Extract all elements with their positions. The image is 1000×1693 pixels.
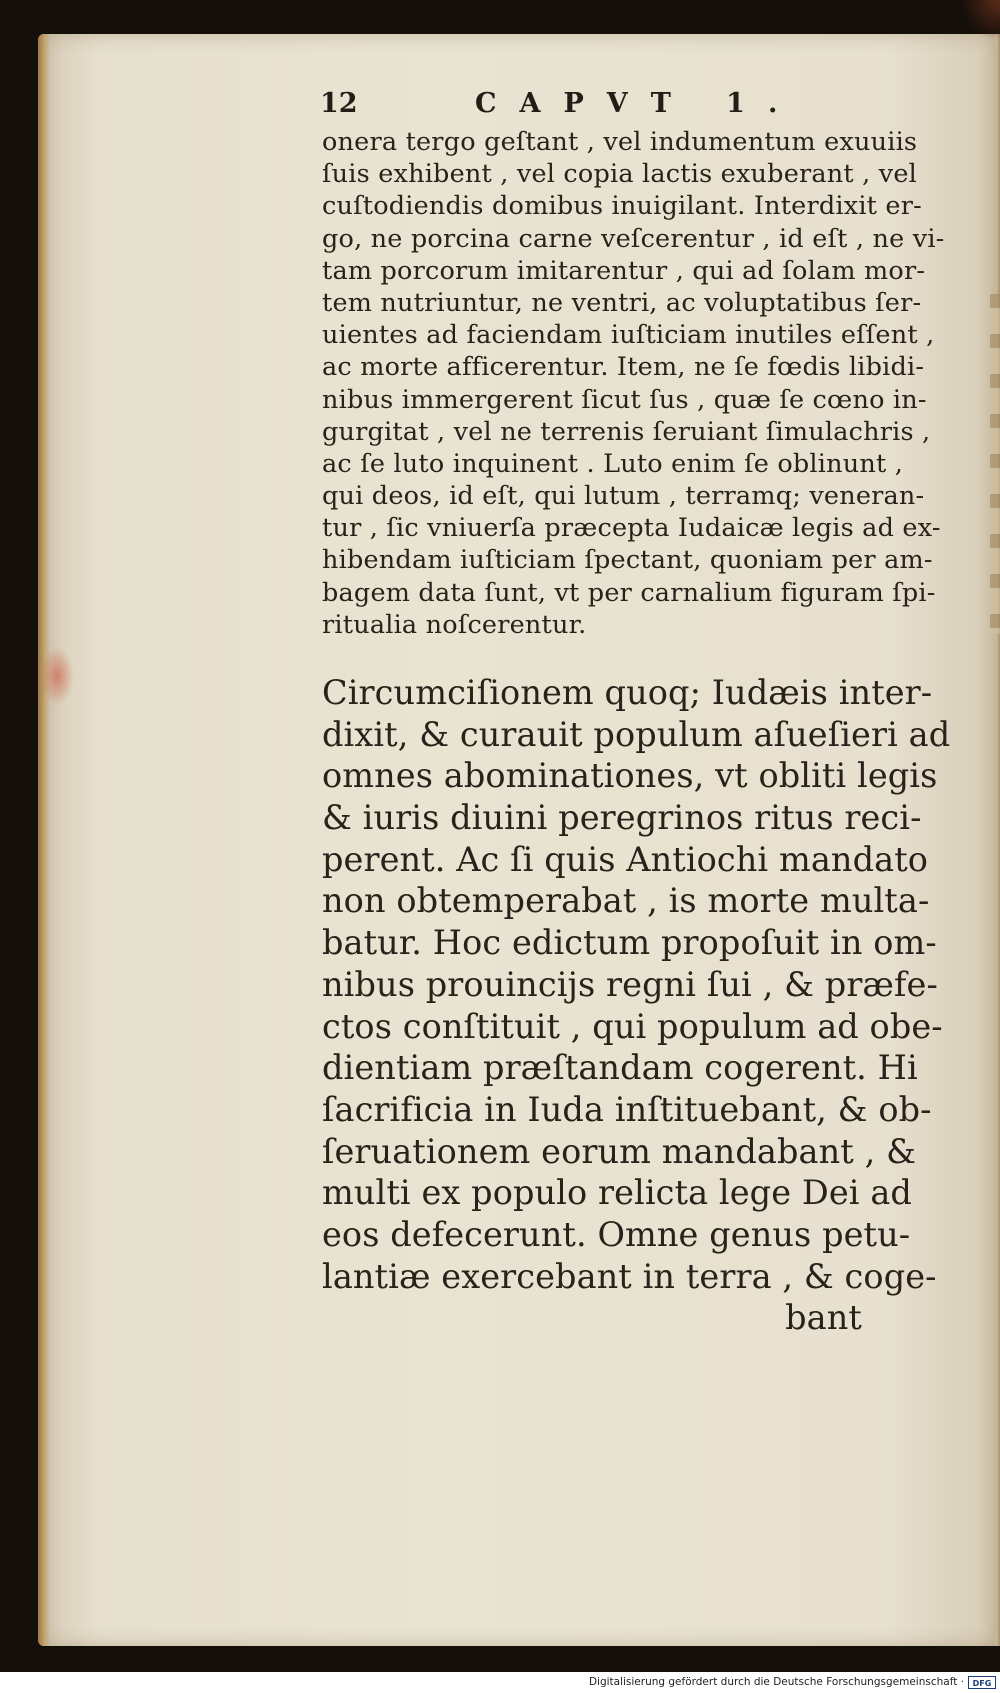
text-line: ritualia noſcerentur. xyxy=(322,609,587,640)
large-text-block xyxy=(322,672,951,1339)
text-line: tem nutriuntur, ne ventri, ac voluptatibus ſer- xyxy=(322,287,922,318)
text-line: ſacrificia in Iuda inſtituebant, & ob- xyxy=(322,1089,932,1129)
text-line: dixit, & curauit populum aſueſieri ad xyxy=(322,714,951,754)
page-number: 12 xyxy=(320,88,358,119)
text-line: Circumciſionem quoq; Iudæis inter- xyxy=(322,673,933,712)
text-line: & iuris diuini peregrinos ritus reci- xyxy=(322,798,922,838)
small-text-block xyxy=(322,126,945,641)
page-left-edge xyxy=(38,34,50,1646)
text-line: gurgitat , vel ne terrenis ſeruiant ſimulachris , xyxy=(322,416,931,447)
funding-notice: Digitalisierung gefördert durch die Deutsche Forschungsgemeinschaft · xyxy=(588,1676,964,1688)
text-line: cuſtodiendis domibus inuigilant. Interdixit er- xyxy=(322,191,922,222)
text-line: qui deos, id eſt, qui lutum , terramq; veneran- xyxy=(322,481,925,512)
footer-bar xyxy=(0,1672,1000,1693)
text-line: nibus prouincijs regni ſui , & præfe- xyxy=(322,964,938,1004)
page-right-wave xyxy=(990,294,1000,634)
text-line: ac ſe luto inquinent . Luto enim ſe oblinunt , xyxy=(322,448,904,479)
text-line: dientiam præſtandam cogerent. Hi xyxy=(322,1048,918,1088)
text-line: tur , ſic vniuerſa præcepta Iudaicæ legis ad ex- xyxy=(322,513,941,544)
text-line: omnes abominationes, vt obliti legis xyxy=(322,756,938,796)
text-line: ſuis exhibent , vel copia lactis exuberant , vel xyxy=(322,159,918,190)
text-line: ſeruationem eorum mandabant , & xyxy=(322,1131,916,1171)
dfg-logo: DFG xyxy=(968,1676,996,1689)
page-stain xyxy=(40,646,74,706)
text-line: ctos conſtituit , qui populum ad obe- xyxy=(322,1006,943,1046)
text-line: multi ex populo relicta lege Dei ad xyxy=(322,1173,912,1213)
catchword: bant xyxy=(785,1298,862,1338)
running-head: CAPVT 1. xyxy=(475,88,801,119)
text-line: tam porcorum imitarentur , qui ad ſolam mor- xyxy=(322,255,926,286)
text-line: ac morte afficerentur. Item, ne ſe fœdis libidi- xyxy=(322,352,925,383)
text-line: batur. Hoc edictum propoſuit in om- xyxy=(322,923,937,963)
page-header xyxy=(320,88,830,122)
text-line: nibus immergerent ſicut ſus , quæ ſe cœno in- xyxy=(322,384,927,415)
text-line: non obtemperabat , is morte multa- xyxy=(322,881,930,921)
text-line: eos defecerunt. Omne genus petu- xyxy=(322,1214,911,1254)
text-line: uientes ad faciendam iuſticiam inutiles eſſent , xyxy=(322,320,935,351)
text-line: go, ne porcina carne veſcerentur , id eſt , ne vi- xyxy=(322,223,945,254)
text-line: bagem data ſunt, vt per carnalium figuram ſpi- xyxy=(322,577,936,608)
text-line: onera tergo geſtant , vel indumentum exuuiis xyxy=(322,127,918,157)
text-line: hibendam iuſticiam ſpectant, quoniam per am- xyxy=(322,545,933,576)
scan-corner xyxy=(960,0,1000,40)
text-line: perent. Ac ſi quis Antiochi mandato xyxy=(322,839,929,879)
text-line: lantiæ exercebant in terra , & coge- xyxy=(322,1256,937,1296)
page-right-edge xyxy=(992,34,1000,1646)
